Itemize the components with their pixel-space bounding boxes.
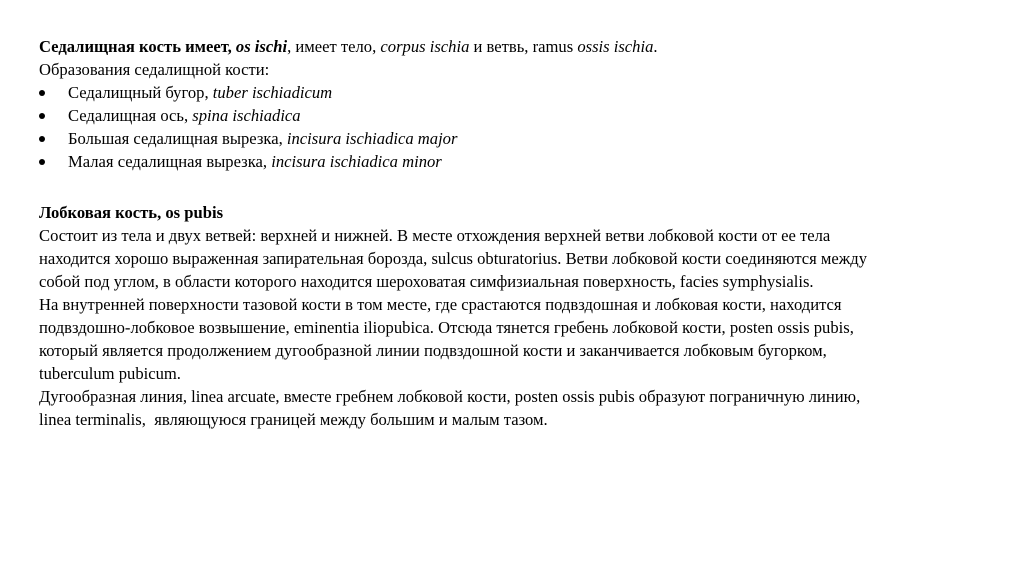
- bullet-icon: [39, 136, 45, 142]
- ischium-bullet-list: [39, 81, 1009, 173]
- pubis-line: linea terminalis, являющуюся границей между большим и малым тазом.: [39, 410, 548, 429]
- pubis-line: собой под углом, в области которого находится шероховатая симфизиальная поверхность, facies symphysialis.: [39, 272, 814, 291]
- slide-content: [39, 35, 1009, 431]
- section-spacer: [39, 173, 1009, 201]
- pubis-line: tuberculum pubicum.: [39, 364, 181, 383]
- ischium-heading: [39, 35, 1009, 58]
- ischium-heading-corpus: corpus ischia: [380, 37, 470, 56]
- ischium-heading-text3: .: [653, 37, 658, 56]
- list-item: [39, 104, 1009, 127]
- pubis-line: подвздошно-лобковое возвышение, eminentia iliopubica. Отсюда тянется гребень лобковой кости, posten ossis pubis,: [39, 318, 854, 337]
- ischium-heading-ramus: ossis ischia: [577, 37, 654, 56]
- pubis-line: находится хорошо выраженная запирательная борозда, sulcus obturatorius. Ветви лобковой кости соединяются между: [39, 249, 867, 268]
- list-item: [39, 127, 1009, 150]
- ischium-heading-bold: Седалищная кость имеет,: [39, 37, 236, 56]
- ischium-heading-text1: , имеет тело,: [287, 37, 381, 56]
- bullet-icon: [39, 113, 45, 119]
- bullet-text: Большая седалищная вырезка,: [68, 129, 287, 148]
- bullet-icon: [39, 90, 45, 96]
- ischium-heading-latin: os ischi: [235, 37, 288, 56]
- bullet-latin: spina ischiadica: [192, 106, 301, 125]
- bullet-latin: incisura ischiadica major: [286, 129, 458, 148]
- bullet-text: Седалищный бугор,: [68, 83, 213, 102]
- ischium-heading-text2: и ветвь, ramus: [469, 37, 578, 56]
- ischium-subheading: Образования седалищной кости:: [39, 60, 270, 79]
- pubis-line: Дугообразная линия, linea arcuate, вместе гребнем лобковой кости, posten ossis pubis образуют пограничную линию,: [39, 387, 861, 406]
- bullet-icon: [39, 159, 45, 165]
- pubis-line: который является продолжением дугообразной линии подвздошной кости и заканчивается лобковым бугорком,: [39, 341, 827, 360]
- bullet-text: Малая седалищная вырезка,: [68, 152, 272, 171]
- bullet-latin: incisura ischiadica minor: [271, 152, 442, 171]
- pubis-line: Состоит из тела и двух ветвей: верхней и нижней. В месте отхождения верхней ветви лобковой кости от ее тела: [39, 226, 831, 245]
- pubis-body: [39, 224, 1009, 431]
- bullet-text: Седалищная ось,: [68, 106, 193, 125]
- bullet-latin: tuber ischiadicum: [212, 83, 333, 102]
- pubis-heading: Лобковая кость, os pubis: [39, 203, 224, 222]
- list-item: [39, 150, 1009, 173]
- list-item: [39, 81, 1009, 104]
- pubis-line: На внутренней поверхности тазовой кости в том месте, где срастаются подвздошная и лобковая кости, находится: [39, 295, 842, 314]
